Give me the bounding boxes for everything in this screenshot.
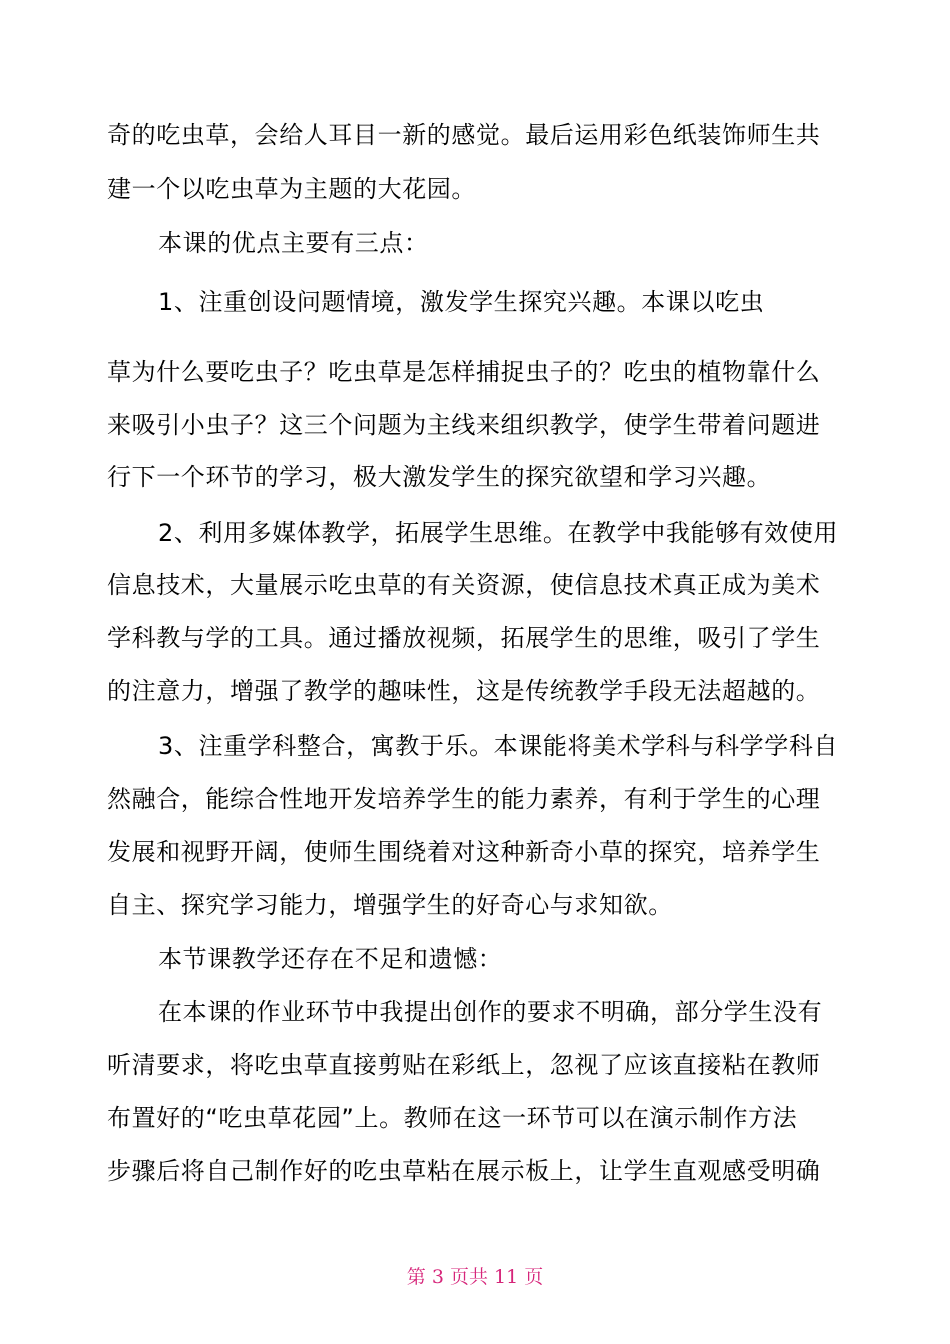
text-line: 3、注重学科整合，寓教于乐。本课能将美术学科与科学学科自 bbox=[158, 732, 839, 760]
text-line: 在本课的作业环节中我提出创作的要求不明确，部分学生没有 bbox=[158, 998, 823, 1026]
text-line: 自主、探究学习能力，增强学生的好奇心与求知欲。 bbox=[107, 891, 673, 919]
text-line: 建一个以吃虫草为主题的大花园。 bbox=[107, 175, 476, 203]
text-line: 步骤后将自己制作好的吃虫草粘在展示板上，让学生直观感受明确 bbox=[107, 1157, 821, 1185]
text-line: 的注意力，增强了教学的趣味性，这是传统教学手段无法超越的。 bbox=[107, 677, 821, 705]
text-line: 1、注重创设问题情境，激发学生探究兴趣。本课以吃虫 bbox=[158, 288, 765, 316]
text-line: 来吸引小虫子？这三个问题为主线来组织教学，使学生带着问题进 bbox=[107, 411, 821, 439]
paragraph-heading: 本节课教学还存在不足和遗憾： bbox=[158, 945, 503, 973]
text-line: 学科教与学的工具。通过播放视频，拓展学生的思维，吸引了学生 bbox=[107, 624, 821, 652]
text-line: 发展和视野开阔，使师生围绕着对这种新奇小草的探究，培养学生 bbox=[107, 838, 821, 866]
page-number-footer: 第 3 页共 11 页 bbox=[406, 1266, 544, 1288]
text-line: 布置好的“吃虫草花园”上。教师在这一环节可以在演示制作方法 bbox=[107, 1104, 798, 1132]
text-line: 然融合，能综合性地开发培养学生的能力素养，有利于学生的心理 bbox=[107, 785, 821, 813]
text-line: 行下一个环节的学习，极大激发学生的探究欲望和学习兴趣。 bbox=[107, 463, 772, 491]
text-line: 草为什么要吃虫子？吃虫草是怎样捕捉虫子的？吃虫的植物靠什么 bbox=[107, 358, 821, 386]
text-line: 奇的吃虫草，会给人耳目一新的感觉。最后运用彩色纸装饰师生共 bbox=[107, 121, 821, 149]
paragraph-heading: 本课的优点主要有三点： bbox=[158, 229, 429, 257]
text-line: 2、利用多媒体教学，拓展学生思维。在教学中我能够有效使用 bbox=[158, 519, 839, 547]
text-line: 听清要求，将吃虫草直接剪贴在彩纸上，忽视了应该直接粘在教师 bbox=[107, 1051, 821, 1079]
text-line: 信息技术，大量展示吃虫草的有关资源，使信息技术真正成为美术 bbox=[107, 571, 821, 599]
